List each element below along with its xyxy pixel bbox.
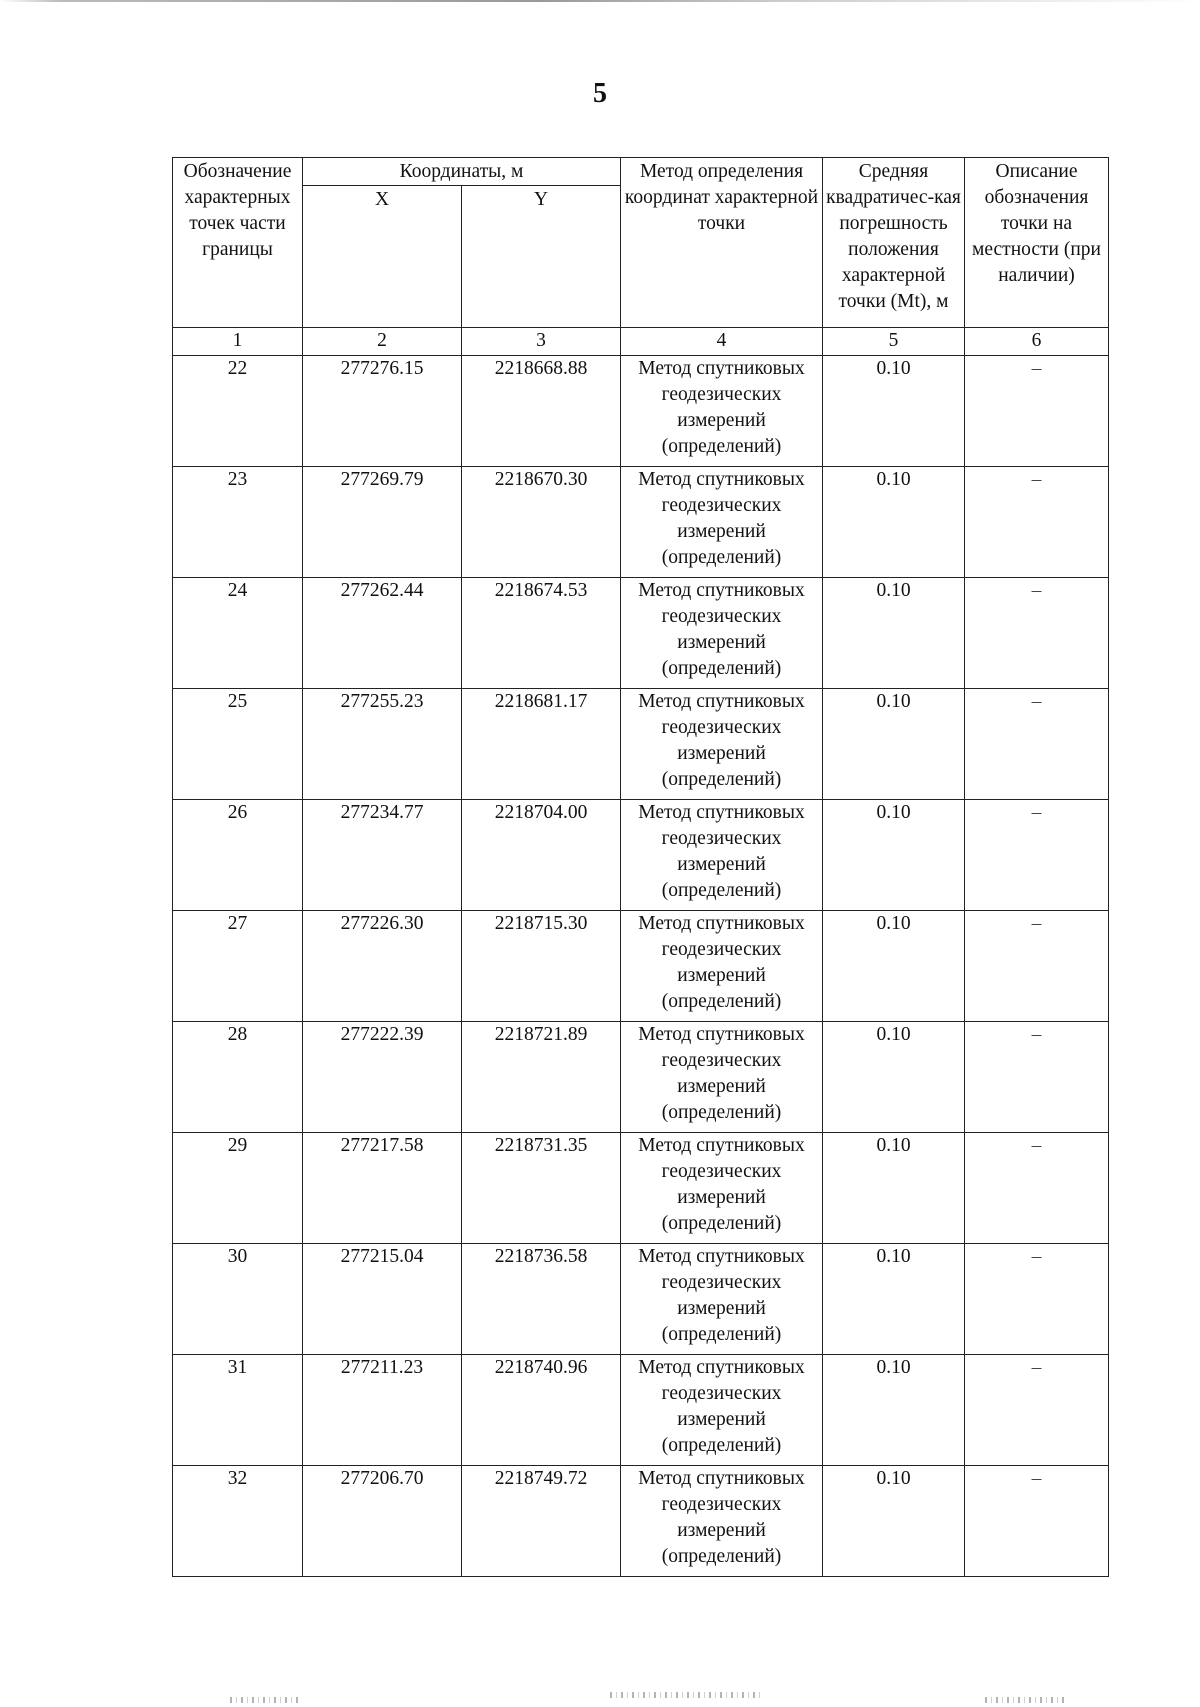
header-description: Описание обозначения точки на местности (при наличии) bbox=[965, 158, 1109, 328]
cell-point: 22 bbox=[173, 356, 303, 467]
cell-method: Метод спутниковых геодезических измерений (определений) bbox=[621, 1133, 823, 1244]
cell-point: 31 bbox=[173, 1355, 303, 1466]
table-row bbox=[173, 911, 1109, 1022]
cell-method: Метод спутниковых геодезических измерений (определений) bbox=[621, 1355, 823, 1466]
table-body bbox=[173, 328, 1109, 1577]
cell-method: Метод спутниковых геодезических измерений (определений) bbox=[621, 578, 823, 689]
cell-point: 30 bbox=[173, 1244, 303, 1355]
column-number: 2 bbox=[303, 328, 462, 356]
cell-method: Метод спутниковых геодезических измерений (определений) bbox=[621, 800, 823, 911]
cell-description: – bbox=[965, 578, 1109, 689]
table-row bbox=[173, 1244, 1109, 1355]
cell-method: Метод спутниковых геодезических измерений (определений) bbox=[621, 1244, 823, 1355]
cell-x: 277269.79 bbox=[303, 467, 462, 578]
table-row bbox=[173, 1133, 1109, 1244]
cell-error: 0.10 bbox=[823, 467, 965, 578]
cell-method: Метод спутниковых геодезических измерений (определений) bbox=[621, 467, 823, 578]
cell-y: 2218731.35 bbox=[462, 1133, 621, 1244]
cell-error: 0.10 bbox=[823, 356, 965, 467]
table-row bbox=[173, 467, 1109, 578]
cell-description: – bbox=[965, 1133, 1109, 1244]
table-row bbox=[173, 356, 1109, 467]
cell-method: Метод спутниковых геодезических измерений (определений) bbox=[621, 1466, 823, 1577]
header-y: Y bbox=[462, 186, 621, 328]
cell-y: 2218670.30 bbox=[462, 467, 621, 578]
scan-artifact bbox=[230, 1697, 300, 1703]
cell-description: – bbox=[965, 1022, 1109, 1133]
scan-artifact bbox=[610, 1692, 760, 1698]
cell-error: 0.10 bbox=[823, 1355, 965, 1466]
cell-y: 2218715.30 bbox=[462, 911, 621, 1022]
table-row bbox=[173, 1355, 1109, 1466]
cell-x: 277234.77 bbox=[303, 800, 462, 911]
cell-y: 2218704.00 bbox=[462, 800, 621, 911]
cell-error: 0.10 bbox=[823, 800, 965, 911]
cell-x: 277255.23 bbox=[303, 689, 462, 800]
cell-y: 2218749.72 bbox=[462, 1466, 621, 1577]
scan-top-rule bbox=[0, 0, 1200, 2]
cell-method: Метод спутниковых геодезических измерений (определений) bbox=[621, 1022, 823, 1133]
cell-x: 277222.39 bbox=[303, 1022, 462, 1133]
cell-point: 32 bbox=[173, 1466, 303, 1577]
cell-point: 26 bbox=[173, 800, 303, 911]
cell-y: 2218721.89 bbox=[462, 1022, 621, 1133]
cell-error: 0.10 bbox=[823, 1466, 965, 1577]
cell-y: 2218736.58 bbox=[462, 1244, 621, 1355]
header-mean-square-error: Средняя квадратичес-кая погрешность положения характерной точки (Mt), м bbox=[823, 158, 965, 328]
header-x: X bbox=[303, 186, 462, 328]
cell-description: – bbox=[965, 467, 1109, 578]
cell-error: 0.10 bbox=[823, 911, 965, 1022]
table-row bbox=[173, 800, 1109, 911]
cell-description: – bbox=[965, 911, 1109, 1022]
column-number: 6 bbox=[965, 328, 1109, 356]
column-number: 1 bbox=[173, 328, 303, 356]
table-row bbox=[173, 689, 1109, 800]
cell-x: 277217.58 bbox=[303, 1133, 462, 1244]
cell-description: – bbox=[965, 800, 1109, 911]
cell-error: 0.10 bbox=[823, 1244, 965, 1355]
scan-artifact bbox=[985, 1697, 1065, 1703]
cell-error: 0.10 bbox=[823, 1022, 965, 1133]
cell-point: 25 bbox=[173, 689, 303, 800]
cell-x: 277276.15 bbox=[303, 356, 462, 467]
header-coordinates-group: Координаты, м bbox=[303, 158, 621, 186]
table-row bbox=[173, 1022, 1109, 1133]
column-number-row bbox=[173, 328, 1109, 356]
table-row bbox=[173, 1466, 1109, 1577]
cell-x: 277262.44 bbox=[303, 578, 462, 689]
table-row bbox=[173, 578, 1109, 689]
page-number: 5 bbox=[593, 78, 607, 109]
cell-point: 23 bbox=[173, 467, 303, 578]
cell-method: Метод спутниковых геодезических измерений (определений) bbox=[621, 356, 823, 467]
cell-y: 2218681.17 bbox=[462, 689, 621, 800]
cell-y: 2218740.96 bbox=[462, 1355, 621, 1466]
cell-error: 0.10 bbox=[823, 1133, 965, 1244]
cell-point: 24 bbox=[173, 578, 303, 689]
cell-x: 277215.04 bbox=[303, 1244, 462, 1355]
cell-description: – bbox=[965, 1466, 1109, 1577]
cell-x: 277226.30 bbox=[303, 911, 462, 1022]
coordinates-table bbox=[172, 157, 1109, 1577]
cell-y: 2218668.88 bbox=[462, 356, 621, 467]
cell-error: 0.10 bbox=[823, 578, 965, 689]
cell-point: 29 bbox=[173, 1133, 303, 1244]
cell-error: 0.10 bbox=[823, 689, 965, 800]
cell-point: 27 bbox=[173, 911, 303, 1022]
cell-description: – bbox=[965, 356, 1109, 467]
cell-method: Метод спутниковых геодезических измерений (определений) bbox=[621, 911, 823, 1022]
header-method: Метод определения координат характерной точки bbox=[621, 158, 823, 328]
cell-y: 2218674.53 bbox=[462, 578, 621, 689]
cell-method: Метод спутниковых геодезических измерений (определений) bbox=[621, 689, 823, 800]
cell-point: 28 bbox=[173, 1022, 303, 1133]
cell-description: – bbox=[965, 1355, 1109, 1466]
cell-x: 277211.23 bbox=[303, 1355, 462, 1466]
column-number: 4 bbox=[621, 328, 823, 356]
cell-description: – bbox=[965, 689, 1109, 800]
column-number: 5 bbox=[823, 328, 965, 356]
header-point-designation: Обозначение характерных точек части границы bbox=[173, 158, 303, 328]
cell-x: 277206.70 bbox=[303, 1466, 462, 1577]
cell-description: – bbox=[965, 1244, 1109, 1355]
column-number: 3 bbox=[462, 328, 621, 356]
